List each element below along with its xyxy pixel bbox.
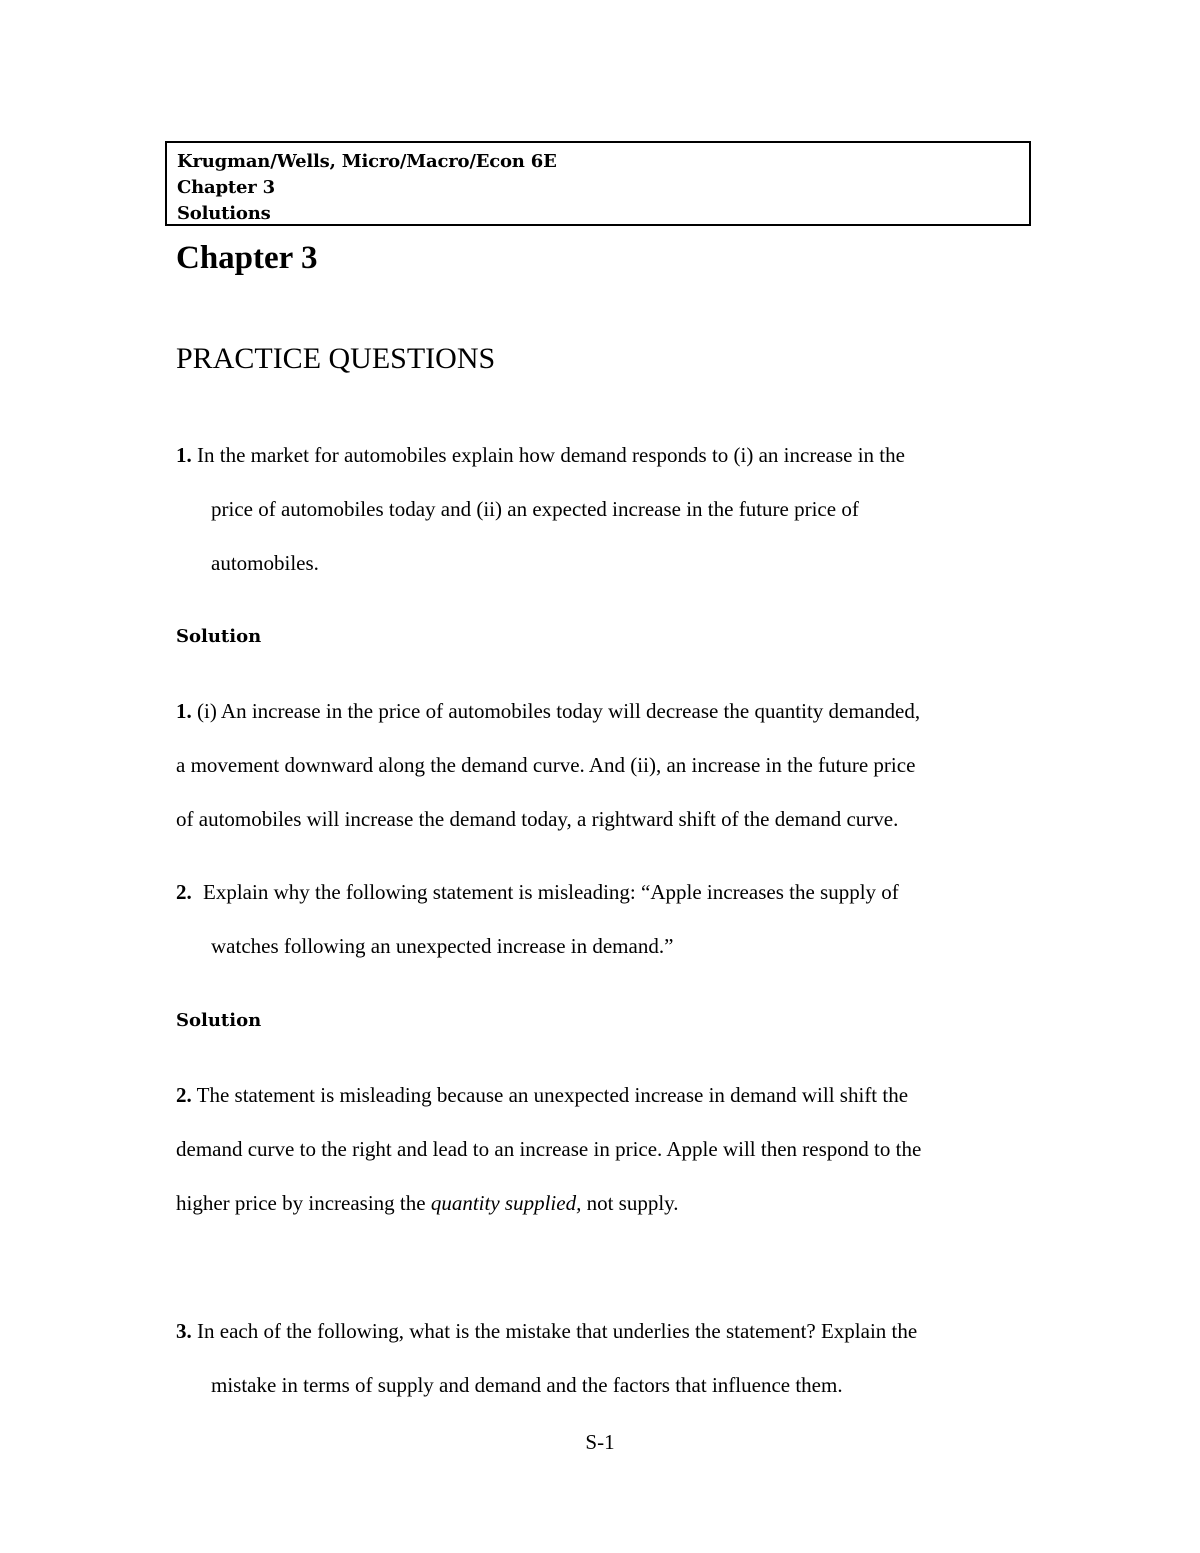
header-box bbox=[165, 141, 1031, 226]
solution-label-2: Solution bbox=[176, 1010, 262, 1031]
solution-2-line-2: demand curve to the right and lead to an increase in price. Apple will then respond to the bbox=[176, 1137, 922, 1161]
solution-2-line-1 bbox=[176, 1081, 908, 1109]
header-solutions: Solutions bbox=[177, 203, 271, 224]
question-number: 1. bbox=[176, 443, 192, 467]
question-number: 3. bbox=[176, 1319, 192, 1343]
solution-text: The statement is misleading because an unexpected increase in demand will shift the bbox=[196, 1083, 909, 1107]
question-2-line-2: watches following an unexpected increase in demand.” bbox=[211, 934, 674, 958]
question-text: In the market for automobiles explain how demand responds to (i) an increase in the bbox=[197, 443, 905, 467]
solution-number: 2. bbox=[176, 1083, 192, 1107]
solution-label-1: Solution bbox=[176, 626, 262, 647]
solution-1-line-2: a movement downward along the demand curve. And (ii), an increase in the future price bbox=[176, 753, 916, 777]
header-course: Krugman/Wells, Micro/Macro/Econ 6E bbox=[177, 151, 557, 172]
question-text: In each of the following, what is the mistake that underlies the statement? Explain the bbox=[197, 1319, 918, 1343]
page-number: S-1 bbox=[585, 1430, 615, 1454]
solution-1-line-1 bbox=[176, 697, 920, 725]
solution-text-before: higher price by increasing the bbox=[176, 1191, 431, 1215]
question-3-line-2: mistake in terms of supply and demand and the factors that influence them. bbox=[211, 1373, 843, 1397]
solution-2-line-3 bbox=[176, 1189, 679, 1217]
solution-number: 1. bbox=[176, 699, 192, 723]
question-text: Explain why the following statement is misleading: “Apple increases the supply of bbox=[203, 880, 899, 904]
solution-text-after: not supply. bbox=[581, 1191, 679, 1215]
question-number: 2. bbox=[176, 880, 192, 904]
solution-text: (i) An increase in the price of automobiles today will decrease the quantity demanded, bbox=[197, 699, 921, 723]
question-3-line-1 bbox=[176, 1317, 917, 1345]
section-title: PRACTICE QUESTIONS bbox=[176, 342, 496, 375]
chapter-title: Chapter 3 bbox=[176, 240, 318, 276]
solution-text-emphasis: quantity supplied, bbox=[430, 1191, 582, 1215]
header-chapter: Chapter 3 bbox=[177, 177, 275, 198]
solution-1-line-3: of automobiles will increase the demand today, a rightward shift of the demand curve. bbox=[176, 807, 899, 831]
question-1-line-3: automobiles. bbox=[211, 551, 319, 575]
question-1-line-1 bbox=[176, 441, 905, 469]
question-2-line-1 bbox=[176, 878, 899, 906]
question-1-line-2: price of automobiles today and (ii) an expected increase in the future price of bbox=[211, 497, 859, 521]
